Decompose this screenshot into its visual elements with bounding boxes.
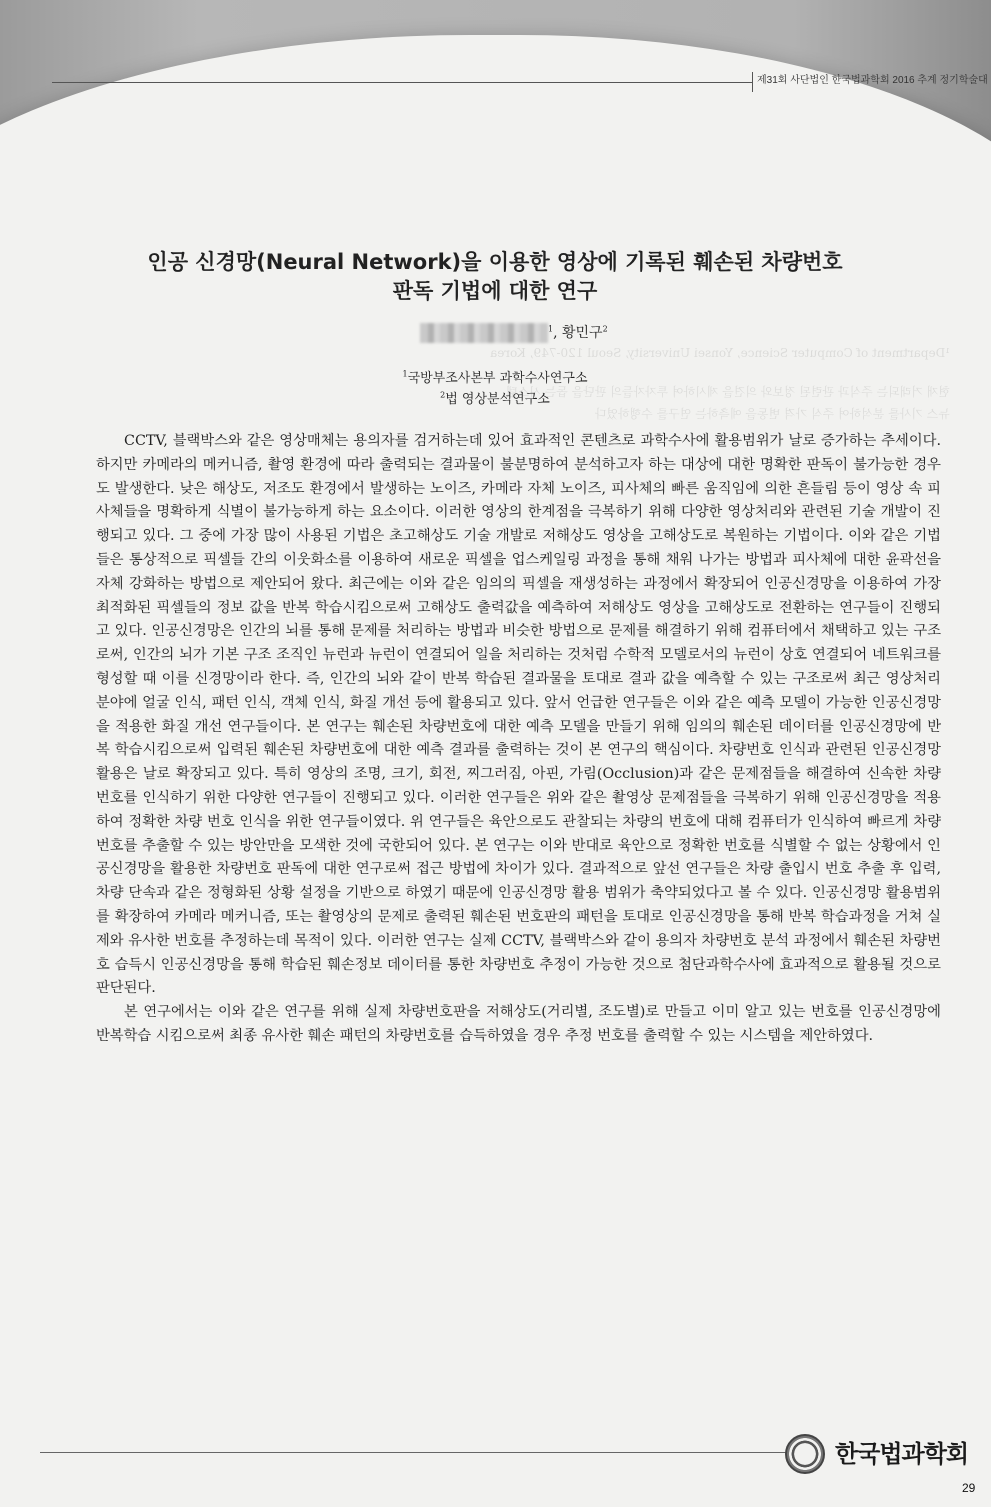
abstract-paragraph-2: 본 연구에서는 이와 같은 연구를 위해 실제 차량번호판을 저해상도(거리별, 조도별)로 만들고 이미 알고 있는 번호를 인공신경망에 반복학습 시킴으로써 최종 유사한 훼손 패턴의 차량번호를 습득하였을 경우 추정 번호를 출력할 수 있는 시스템을 제안하였다.	[96, 1004, 941, 1044]
abstract	[96, 430, 941, 1049]
affiliation-1-text: 국방부조사본부 과학수사연구소	[407, 371, 588, 386]
author-line	[420, 322, 720, 344]
bleed-through-text: ¹Department of Computer Science, Yonsei University, Seoul 120-749, Korea	[490, 346, 950, 360]
header-rule	[52, 82, 752, 83]
bleed-through-text: 현재 거래되는 주식과 관련된 정보와 의견을 제시하여 투자자들의 판단을 돕는 시스템	[506, 385, 950, 399]
paper-title	[120, 248, 870, 306]
bleed-through-text: 뉴스 기사를 분석하여 주식 가격 변동을 예측하는 연구를 수행하였다	[594, 407, 950, 421]
abstract-paragraph-1: CCTV, 블랙박스와 같은 영상매체는 용의자를 검거하는데 있어 효과적인 콘텐츠로 과학수사에 활용범위가 날로 증가하는 추세이다. 하지만 카메라의 메커니즘, 촬영 환경에 따라 출력되는 결과물이 불분명하여 분석하고자 하는 대상에 대한 명확한 판독이 불가능한 경우도 발생한다. 낮은 해상도, 저조도 환경에서 발생하는 노이즈, 카메라 자체 노이즈, 피사체의 빠른 움직임에 의한 흔들림 등이 영상 속 피사체들을 명확하게 식별이 불가능하게 하는 요소이다. 이러한 영상의 한계점을 극복하기 위해 다양한 영상처리와 관련된 기술 개발이 진행되고 있다. 그 중에 가장 많이 사용된 기법은 초고해상도 기술 개발로 저해상도 영상을 고해상도로 복원하는 기법이다. 이와 같은 기법들은 통상적으로 픽셀들 간의 이웃화소를 이용하여 새로운 픽셀을 업스케일링 과정을 통해 채워 나가는 방법과 피사체에 대한 윤곽선을 자체 강화하는 방법으로 제안되어 왔다. 최근에는 이와 같은 임의의 픽셀을 재생성하는 과정에서 확장되어 인공신경망을 이용하여 가장 최적화된 픽셀들의 정보 값을 반복 학습시킴으로써 고해상도 출력값을 예측하여 저해상도 영상을 고해상도로 전환하는 연구들이 진행되고 있다. 인공신경망은 인간의 뇌를 통해 문제를 처리하는 방법과 비슷한 방법으로 문제를 해결하기 위해 컴퓨터에서 채택하고 있는 구조로써, 인간의 뇌가 기본 구조 조직인 뉴런과 뉴런이 연결되어 일을 처리하는 것처럼 수학적 모델로서의 뉴런이 상호 연결되어 네트워크를 형성할 때 이를 신경망이라 한다. 즉, 인간의 뇌와 같이 반복 학습된 결과물을 토대로 결과 값을 예측할 수 있는 구조로써 최근 영상처리 분야에 얼굴 인식, 패턴 인식, 객체 인식, 화질 개선 등에 활용되고 있다. 앞서 언급한 연구들은 이와 같은 예측 모델이 가능한 인공신경망을 적용한 화질 개선 연구들이다. 본 연구는 훼손된 차량번호에 대한 예측 모델을 만들기 위해 임의의 훼손된 데이터를 인공신경망에 반복 학습시킴으로써 입력된 훼손된 차량번호에 대한 예측 결과를 출력하는 것이 본 연구의 핵심이다. 차량번호 인식과 관련된 인공신경망 활용은 날로 확장되고 있다. 특히 영상의 조명, 크기, 회전, 찌그러짐, 아핀, 가림(Occlusion)과 같은 문제점들을 해결하여 신속한 차량번호를 인식하기 위한 다양한 연구들이 진행되고 있다. 이러한 연구들은 위와 같은 촬영상 문제점들을 극복하기 위해 인공신경망을 적용하여 정확한 차량 번호 인식을 위한 연구들이였다. 위 연구들은 육안으로도 관찰되는 차량의 번호에 대해 컴퓨터가 인식하여 빠르게 차량 번호를 추출할 수 있는 방안만을 모색한 것에 국한되어 있다. 본 연구는 이와 반대로 육안으로 정확한 번호를 식별할 수 없는 상황에서 인공신경망을 활용한 차량번호 판독에 대한 연구로써 접근 방법에 차이가 있다. 결과적으로 앞선 연구들은 차량 출입시 번호 추출 후 입력, 차량 단속과 같은 정형화된 상황 설정을 기반으로 하였기 때문에 인공신경망 활용 범위가 축약되었다고 볼 수 있다. 인공신경망 활용범위를 확장하여 카메라 메커니즘, 또는 촬영상의 문제로 출력된 훼손된 번호판의 패턴을 토대로 인공신경망을 통해 반복 학습과정을 거쳐 실제와 유사한 번호를 추정하는데 목적이 있다. 이러한 연구는 실제 CCTV, 블랙박스와 같이 용의자 차량번호 분석 과정에서 훼손된 차량번호 습득시 인공신경망을 통해 학습된 훼손정보 데이터를 통한 차량번호 추정이 가능한 것으로 첨단과학수사에 효과적으로 활용될 것으로 판단된다.	[96, 433, 941, 997]
author-separator: ,	[553, 325, 562, 341]
redacted-author-name	[420, 323, 548, 343]
affiliation-2-text: 법 영상분석연구소	[445, 392, 550, 407]
conference-header: 제31회 사단법인 한국법과학회 2016 추계 정기학술대	[757, 75, 988, 86]
page-number: 29	[962, 1481, 976, 1495]
header-separator	[752, 72, 753, 92]
affiliation-1-superscript: 1	[402, 369, 408, 379]
society-name: 한국법과학회	[835, 1440, 969, 1468]
author-2-superscript: 2	[602, 324, 608, 334]
author-1-superscript: 1	[548, 324, 554, 334]
affiliation-2	[260, 391, 730, 409]
affiliation-1	[260, 370, 730, 388]
title-line-1: 인공 신경망(Neural Network)을 이용한 영상에 기록된 훼손된 차량번호	[147, 250, 843, 274]
affiliation-2-superscript: 2	[440, 390, 446, 400]
title-line-2: 판독 기법에 대한 연구	[392, 279, 598, 303]
footer-rule	[40, 1452, 820, 1453]
society-seal-logo	[785, 1434, 825, 1474]
author-2-name: 황민구	[562, 325, 603, 341]
